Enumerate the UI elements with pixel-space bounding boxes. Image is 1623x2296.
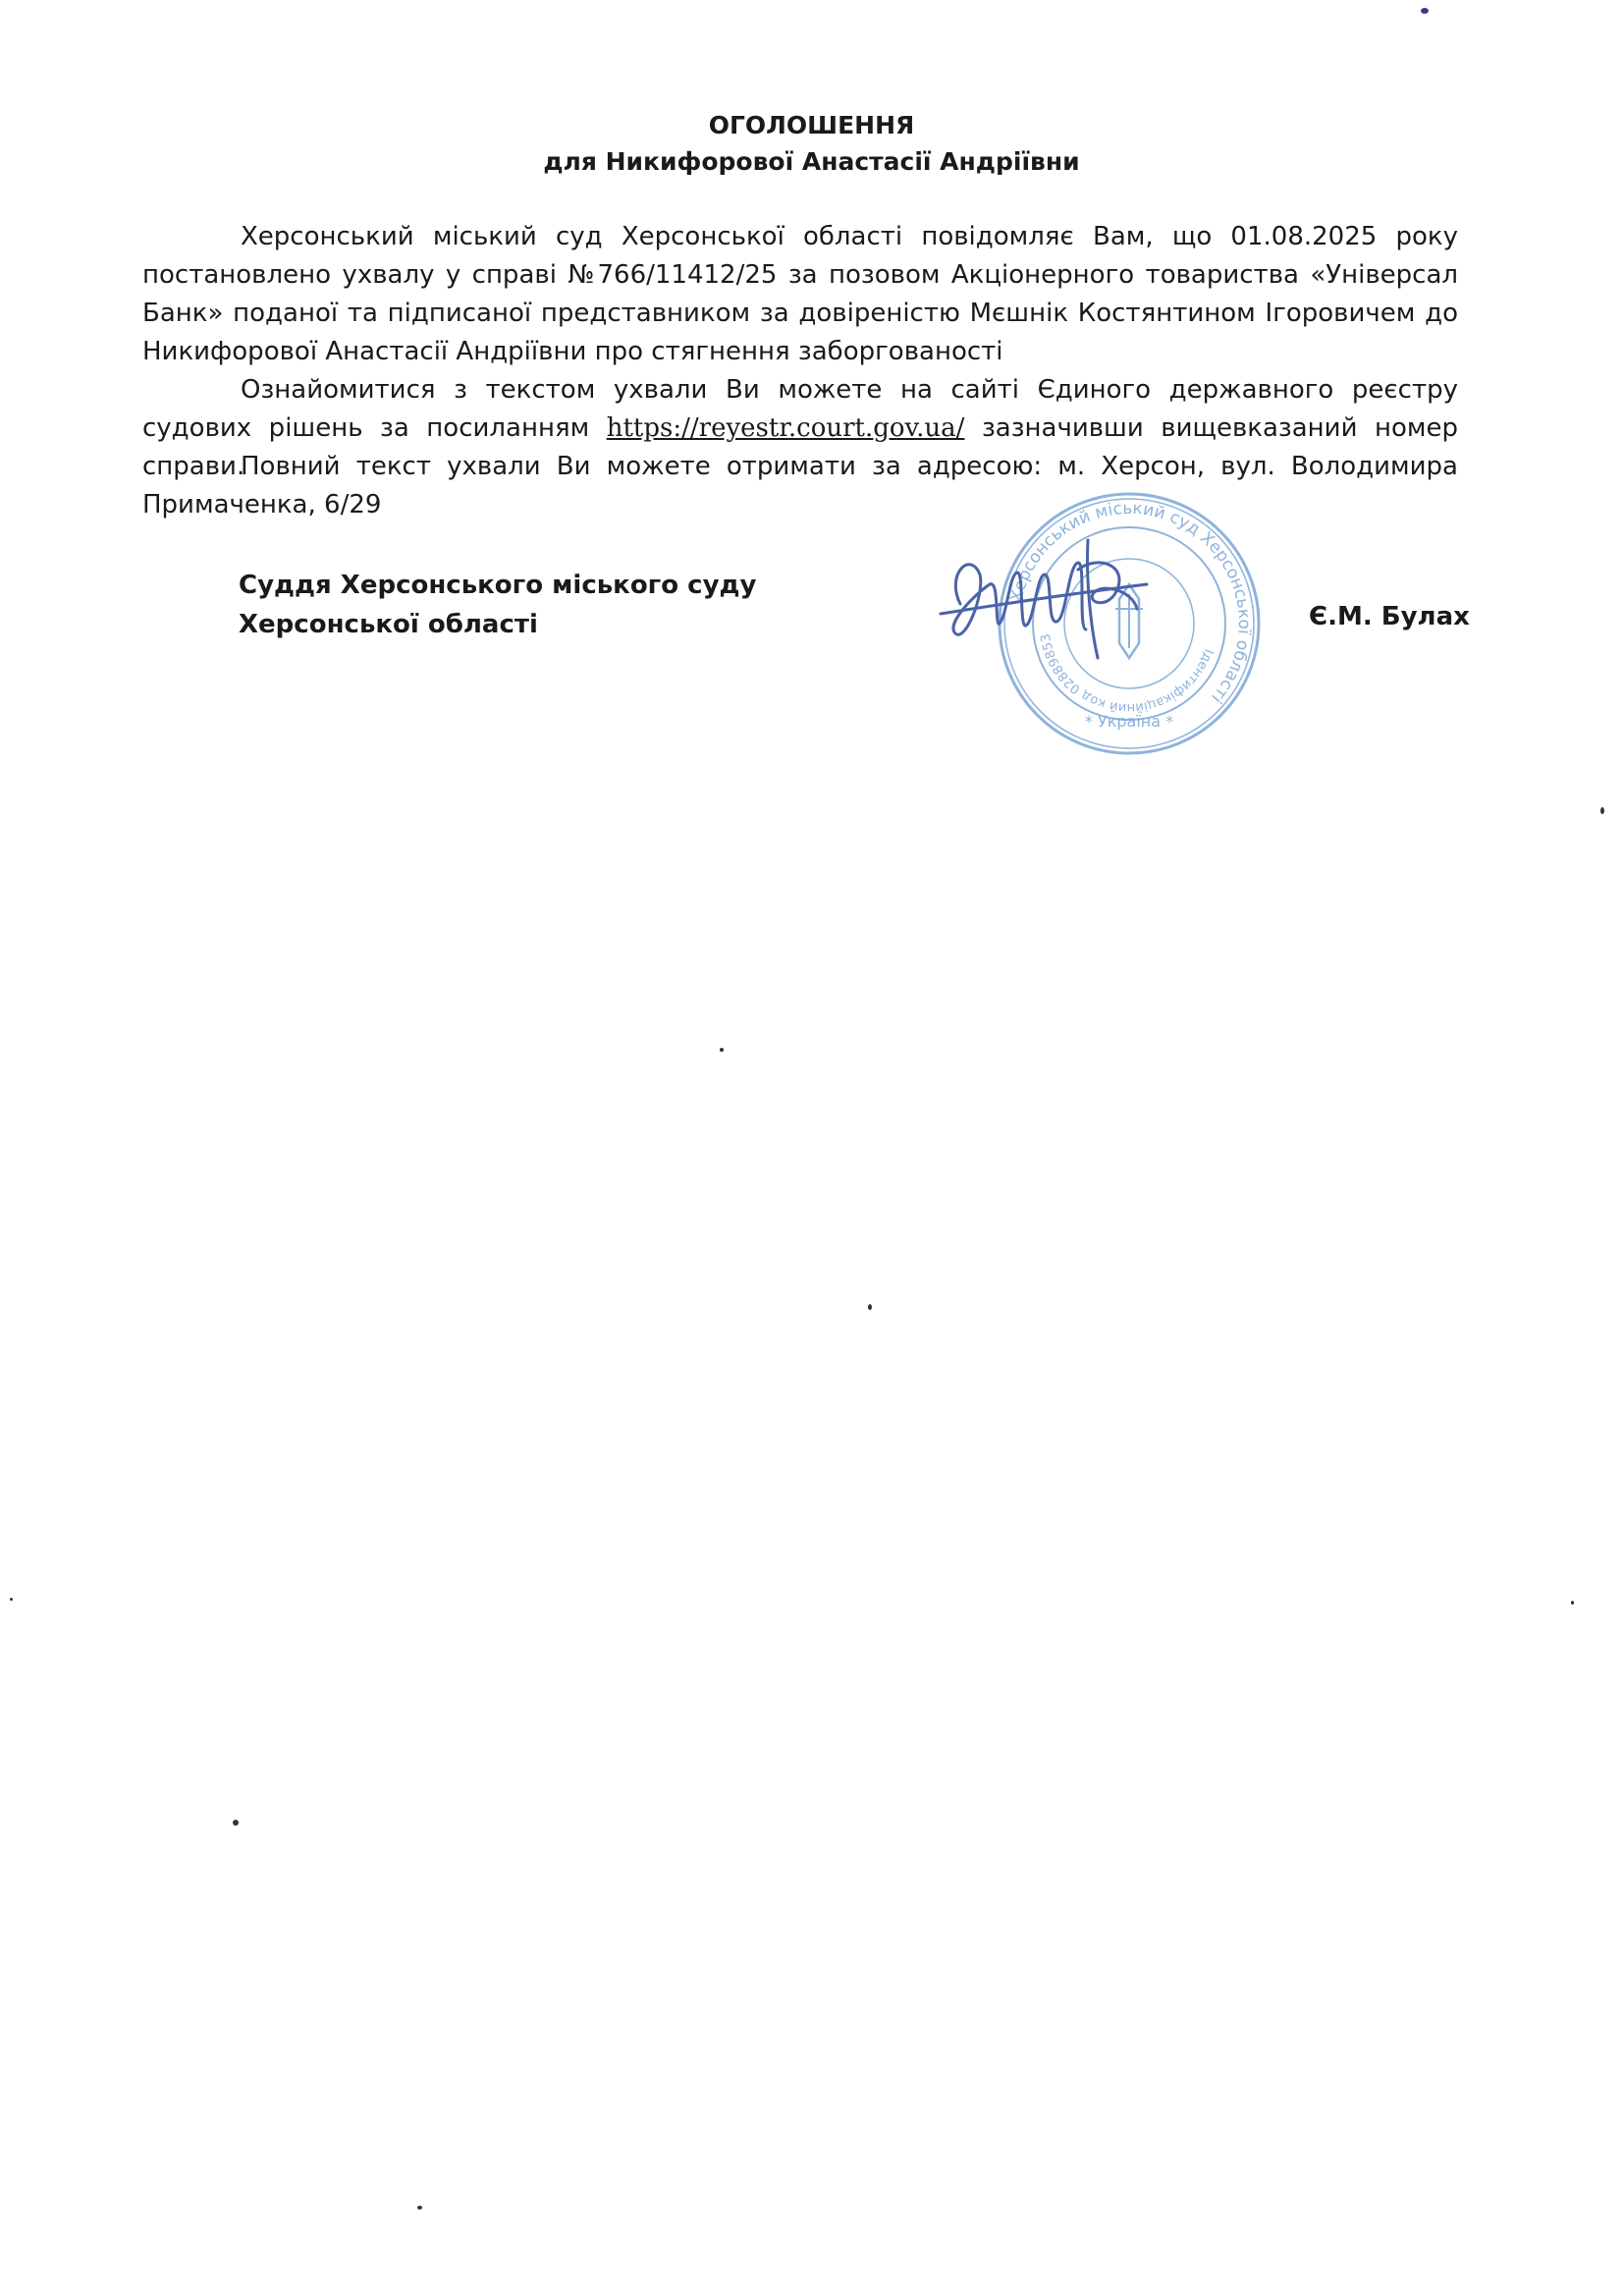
registry-prefix: Ознайомитися з текстом ухвали Ви можете на сайті Єдиного державного реєстру судових рішень за посиланням <box>142 375 1458 443</box>
document-recipient: для Никифорової Анастасії Андріївни <box>543 147 1080 176</box>
scan-speck <box>868 1304 872 1310</box>
document-title: ОГОЛОШЕННЯ <box>708 111 915 139</box>
registry-suffix: зазначивши вищевказаний номер справи. <box>142 413 1459 481</box>
scan-speck <box>1421 8 1429 14</box>
seal-outer-text: Херсонський міський суд Херсонської області <box>1006 498 1255 707</box>
scan-speck <box>10 1598 13 1601</box>
paragraph-address-text: Повний текст ухвали Ви можете отримати за адресою: м. Херсон, вул. Володимира Примаченка, 6/29 <box>142 452 1458 519</box>
judge-name: Є.М. Булах <box>1309 602 1470 631</box>
scan-speck <box>720 1048 724 1052</box>
scan-speck <box>1571 1601 1574 1605</box>
judge-title-line1: Суддя Херсонського міського суду <box>239 571 757 600</box>
paragraph-notice-text: Херсонський міський суд Херсонської області повідомляє Вам, що 01.08.2025 року постановлено ухвалу у справі №766/11412/25 за позовом Акціонерного товариства «Універсал Банк» поданої та підписаної представником за довіреністю Мєшнік Костянтином Ігоровичем до Никифорової Анастасії Андріївни про стягнення заборгованості <box>142 222 1458 366</box>
judge-title-line2: Херсонської області <box>239 610 538 639</box>
paragraph-notice <box>142 218 1458 371</box>
scan-speck <box>233 1820 239 1826</box>
registry-link[interactable]: https://reyestr.court.gov.ua/ <box>606 413 965 443</box>
signature-icon <box>931 535 1157 663</box>
scan-speck <box>417 2206 422 2210</box>
seal-bottom-text: * Україна * <box>1084 712 1174 731</box>
seal-inner-text: Ідентифікаційний код 02889853 <box>1038 632 1217 716</box>
judge-title <box>239 566 757 644</box>
scan-speck <box>1600 807 1604 814</box>
